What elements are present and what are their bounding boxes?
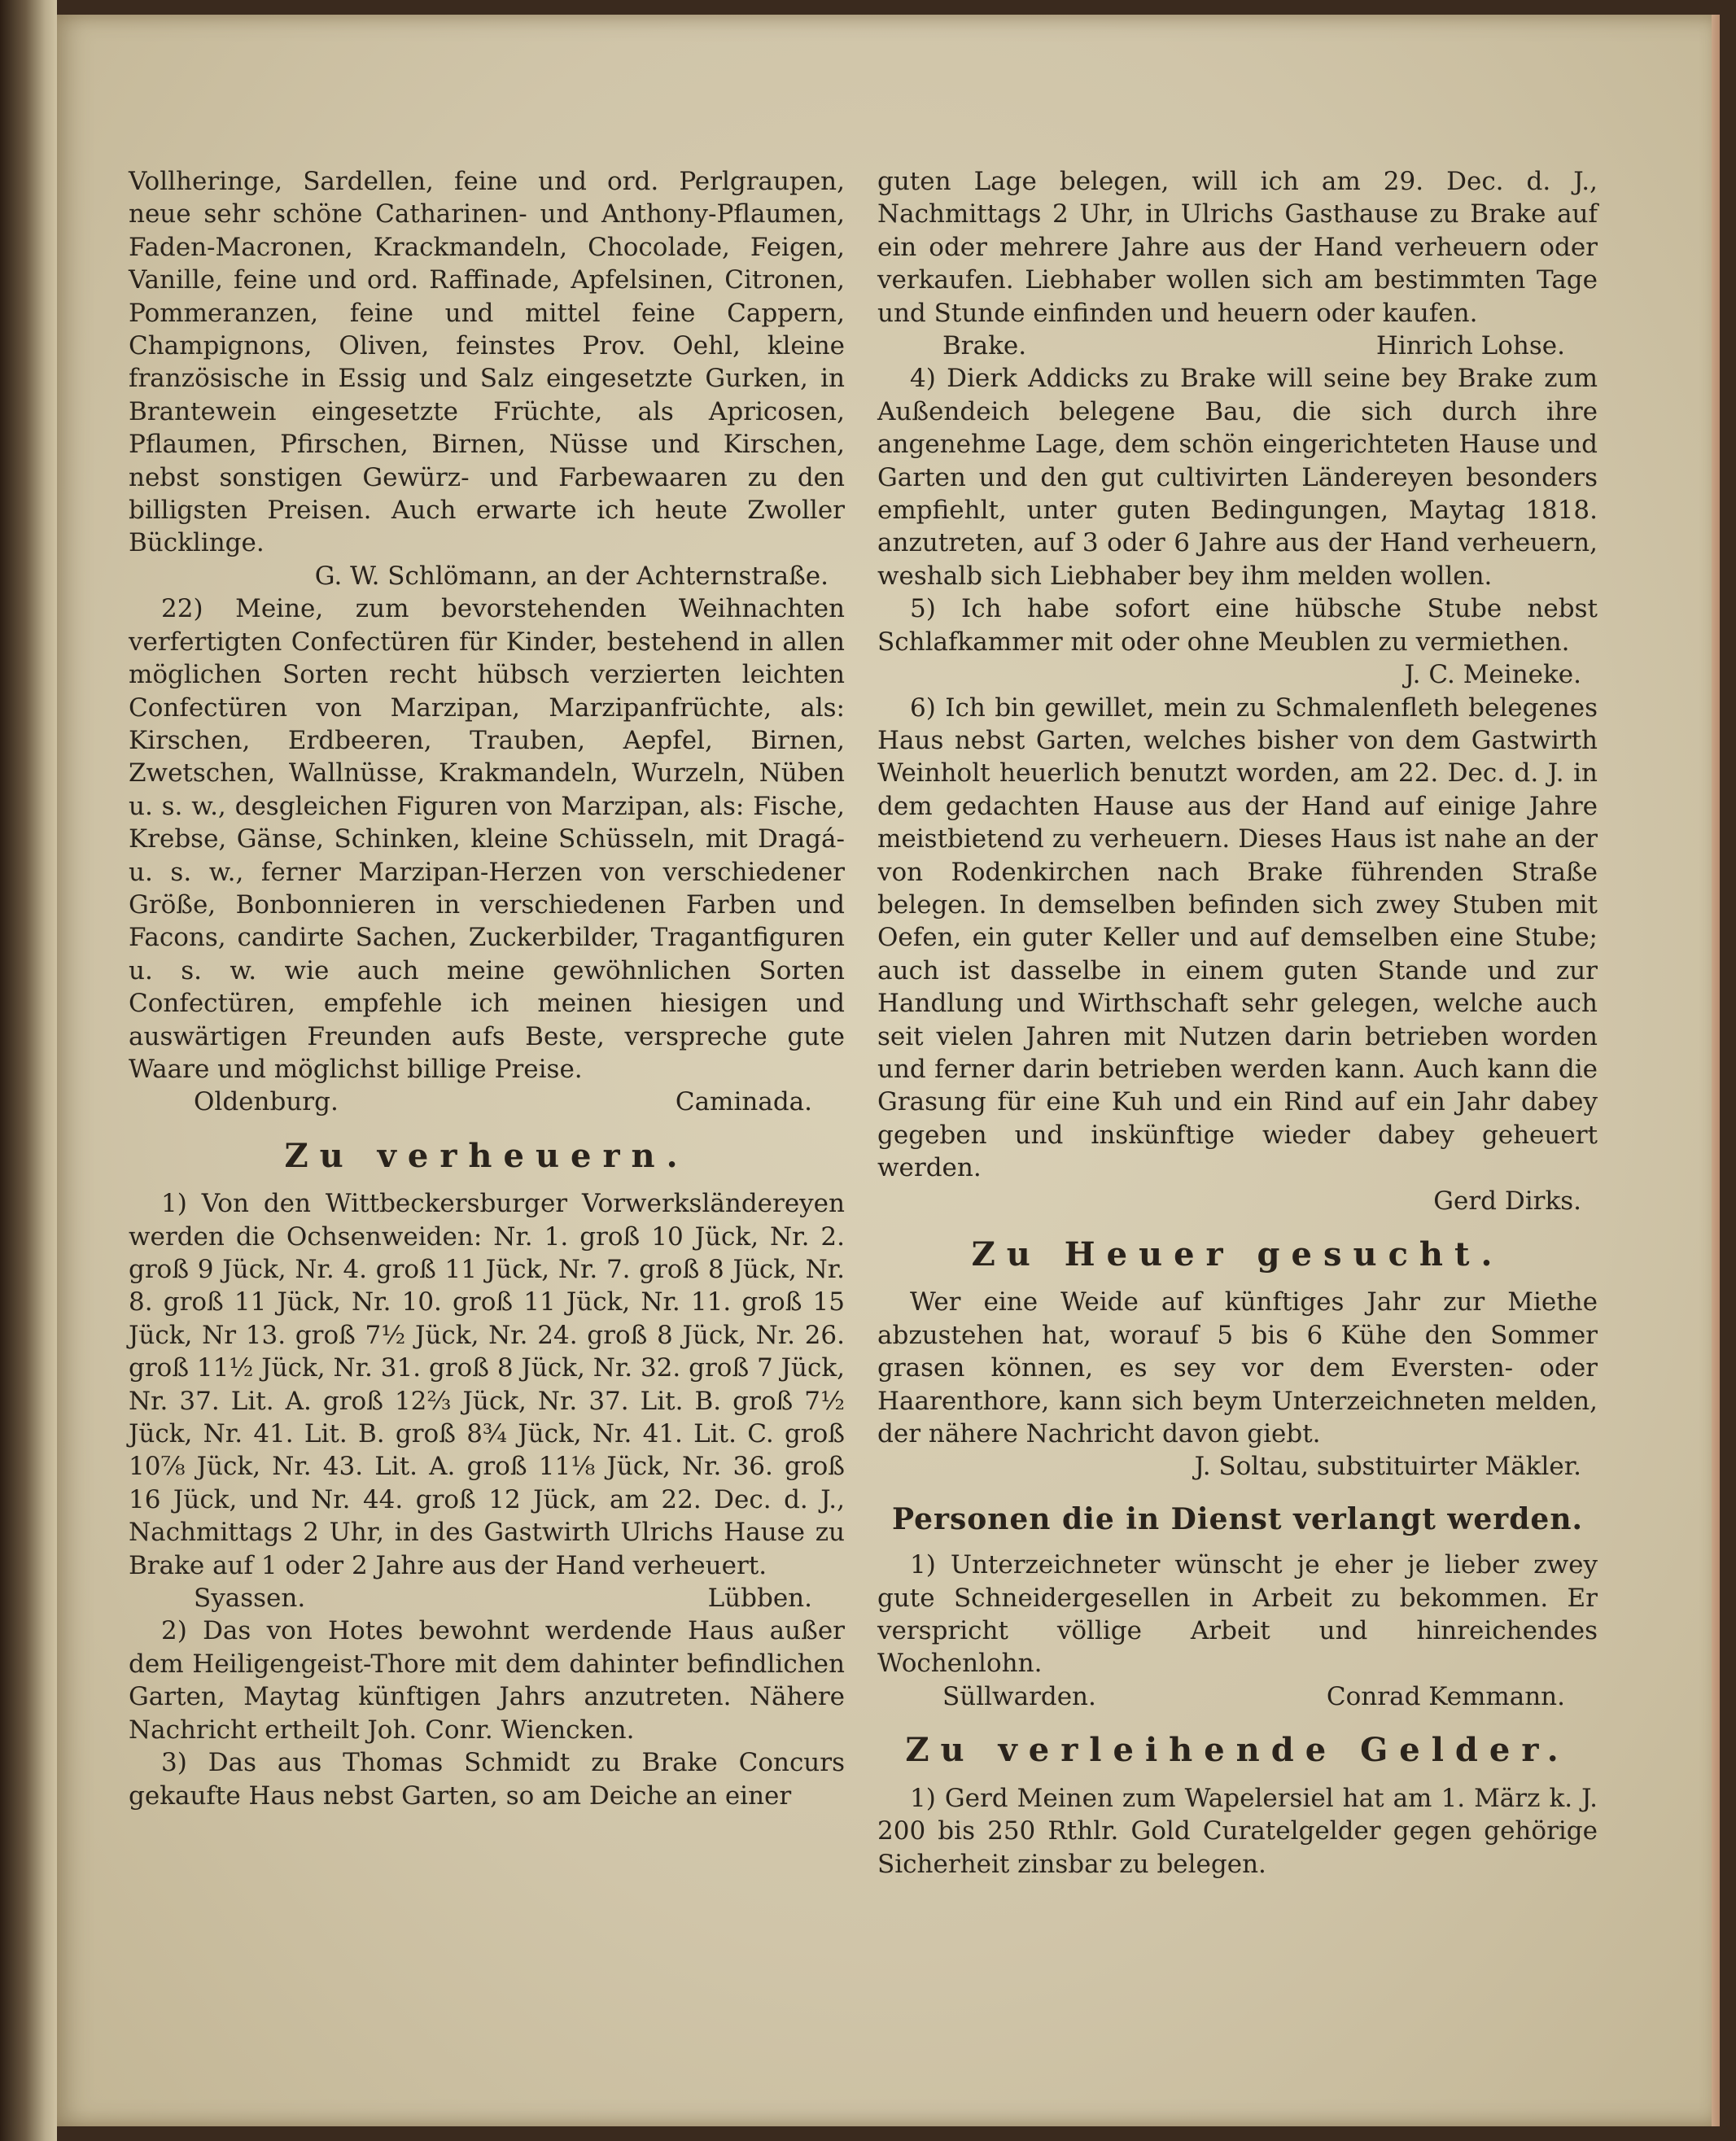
verheuern-5-body: 5) Ich habe sofort eine hübsche Stube nebst Schlafkammer mit oder ohne Meublen zu vermiethen. bbox=[877, 594, 1598, 657]
verheuern-1-name: Lübben. bbox=[707, 1584, 812, 1614]
section-heading-verheuern: Zu verheuern. bbox=[284, 1136, 689, 1175]
right-column bbox=[877, 165, 1598, 1881]
verheuern-6-signature: Gerd Dirks. bbox=[1433, 1186, 1581, 1216]
left-column bbox=[129, 165, 845, 1812]
verheuern-3-signature bbox=[877, 330, 1598, 362]
section-heading-heuer-gesucht: Zu Heuer gesucht. bbox=[971, 1235, 1504, 1274]
section-heading-gelder: Zu verleihende Gelder. bbox=[905, 1731, 1570, 1770]
dienst-1-body: 1) Unterzeichneter wünscht je eher je lieber zwey gute Schneidergesellen in Arbeit zu bekommen. Er verspricht völlige Arbeit und hinreichendes Wochenlohn. bbox=[877, 1550, 1598, 1679]
ad-21-signature: G. W. Schlömann, an der Achternstraße. bbox=[314, 561, 829, 591]
verheuern-1-place: Syassen. bbox=[194, 1584, 306, 1614]
dienst-1-name: Conrad Kemmann. bbox=[1326, 1681, 1565, 1711]
ad-21-body: Vollheringe, Sardellen, feine und ord. Perlgraupen, neue sehr schöne Catharinen- und Anthony-Pflaumen, Faden-Macronen, Krackmandeln, Chocolade, Feigen, Vanille, feine und ord. Raffinade, Apfelsinen, Citronen, Pommeranzen, feine und mittel feine Cappern, Champignons, Oliven, feinstes Prov. Oehl, kleine französische in Essig und Salz eingesetzte Gurken, in Brantewein eingesetzte Früchte, als Apricosen, Pflaumen, Pfirschen, Birnen, Nüsse und Kirschen, nebst sonstigen Gewürz- und Farbewaaren zu den billigsten Preisen. Auch erwarte ich heute Zwoller Bücklinge. bbox=[129, 167, 845, 558]
ad-22-body: 22) Meine, zum bevorstehenden Weihnachten verfertigten Confectüren für Kinder, bestehend in allen möglichen Sorten recht hübsch verzierten leichten Confectüren von Marzipan, Marzipanfrüchte, als: Kirschen, Erdbeeren, Trauben, Aepfel, Birnen, Zwetschen, Wallnüsse, Krakmandeln, Wurzeln, Nüben u. s. w., desgleichen Figuren von Marzipan, als: Fische, Krebse, Gänse, Schinken, kleine Schüsseln, mit Dragá- u. s. w., ferner Marzipan-Herzen von verschiedener Größe, Bonbonnieren in verschiedenen Farben und Facons, candirte Sachen, Zuckerbilder, Tragantfiguren u. s. w. wie auch meine gewöhnlichen Sorten Confectüren, empfehle ich meinen hiesigen und auswärtigen Freunden aufs Beste, verspreche gute Waare und möglichst billige Preise. bbox=[129, 594, 845, 1084]
ad-22-signature bbox=[129, 1086, 845, 1118]
verheuern-4-body: 4) Dierk Addicks zu Brake will seine bey Brake zum Außendeich belegene Bau, die sich durch ihre angenehme Lage, dem schön eingerichteten Hause und Garten und den gut cultivirten Ländereyen besonders empfiehlt, unter guten Bedingungen, Maytag 1818. anzutreten, auf 3 oder 6 Jahre aus der Hand verheuern, weshalb sich Liebhaber bey ihm melden wollen. bbox=[877, 364, 1598, 591]
verheuern-3-place: Brake. bbox=[942, 331, 1027, 361]
verheuern-5-signature: J. C. Meineke. bbox=[1404, 660, 1581, 690]
page-edge bbox=[1712, 15, 1720, 2126]
verheuern-1-signature bbox=[129, 1582, 845, 1614]
verheuern-6-body: 6) Ich bin gewillet, mein zu Schmalenfleth belegenes Haus nebst Garten, welches bisher von dem Gastwirth Weinholt heuerlich benutzt worden, am 22. Dec. d. J. in dem gedachten Hause aus der Hand auf einige Jahre meistbietend zu verheuern. Dieses Haus ist nahe an der von Rodenkirchen nach Brake führenden Straße belegen. In demselben befinden sich zwey Stuben mit Oefen, ein guter Keller und auf demselben eine Stube; auch ist dasselbe in einem guten Stande und zur Handlung und Wirthschaft sehr gelegen, welche auch seit vielen Jahren mit Nutzen darin betrieben worden und ferner darin betrieben werden kann. Auch kann die Grasung für eine Kuh und ein Rind auf ein Jahr dabey gegeben und inskünftige wieder dabey geheuert werden. bbox=[877, 693, 1598, 1183]
section-heading-dienst: Personen die in Dienst verlangt werden. bbox=[891, 1501, 1584, 1536]
heuer-gesucht-body: Wer eine Weide auf künftiges Jahr zur Miethe abzustehen hat, worauf 5 bis 6 Kühe den Sommer grasen können, es sey vor dem Eversten- oder Haarenthore, kann sich beym Unterzeichneten melden, der nähere Nachricht davon giebt. bbox=[877, 1287, 1598, 1449]
verheuern-3-body: 3) Das aus Thomas Schmidt zu Brake Concurs gekaufte Haus nebst Garten, so am Deiche an einer bbox=[129, 1748, 845, 1811]
dienst-1-signature bbox=[877, 1680, 1598, 1713]
ad-22-place: Oldenburg. bbox=[194, 1087, 339, 1117]
verheuern-2-body: 2) Das von Hotes bewohnt werdende Haus außer dem Heiligengeist-Thore mit dem dahinter befindlichen Garten, Maytag künftigen Jahrs anzutreten. Nähere Nachricht ertheilt Joh. Conr. Wiencken. bbox=[129, 1616, 845, 1745]
ad-22-name: Caminada. bbox=[675, 1087, 812, 1117]
book-spine bbox=[0, 0, 57, 2141]
verheuern-3-continued: guten Lage belegen, will ich am 29. Dec. d. J., Nachmittags 2 Uhr, in Ulrichs Gasthause zu Brake auf ein oder mehrere Jahre aus der Hand verheuern oder verkaufen. Liebhaber wollen sich am bestimmten Tage und Stunde einfinden und heuern oder kaufen. bbox=[877, 167, 1598, 328]
newspaper-page bbox=[57, 15, 1720, 2126]
gelder-1-body: 1) Gerd Meinen zum Wapelersiel hat am 1. März k. J. 200 bis 250 Rthlr. Gold Curatelgelder gegen gehörige Sicherheit zinsbar zu belegen. bbox=[877, 1783, 1598, 1879]
verheuern-1-body: 1) Von den Wittbeckersburger Vorwerksländereyen werden die Ochsenweiden: Nr. 1. groß 10 Jück, Nr. 2. groß 9 Jück, Nr. 4. groß 11 Jück, Nr. 7. groß 8 Jück, Nr. 8. groß 11 Jück, Nr. 10. groß 11 Jück, Nr. 11. groß 15 Jück, Nr 13. groß 7½ Jück, Nr. 24. groß 8 Jück, Nr. 26. groß 11½ Jück, Nr. 31. groß 8 Jück, Nr. 32. groß 7 Jück, Nr. 37. Lit. A. groß 12⅔ Jück, Nr. 37. Lit. B. groß 7½ Jück, Nr. 41. Lit. B. groß 8¾ Jück, Nr. 41. Lit. C. groß 10⅞ Jück, Nr. 43. Lit. A. groß 11⅛ Jück, Nr. 36. groß 16 Jück, und Nr. 44. groß 12 Jück, am 22. Dec. d. J., Nachmittags 2 Uhr, in des Gastwirth Ulrichs Hause zu Brake auf 1 oder 2 Jahre aus der Hand verheuert. bbox=[129, 1189, 845, 1580]
dienst-1-place: Süllwarden. bbox=[942, 1681, 1096, 1711]
heuer-gesucht-signature: J. Soltau, substituirter Mäkler. bbox=[1194, 1452, 1581, 1482]
verheuern-3-name: Hinrich Lohse. bbox=[1375, 331, 1565, 361]
